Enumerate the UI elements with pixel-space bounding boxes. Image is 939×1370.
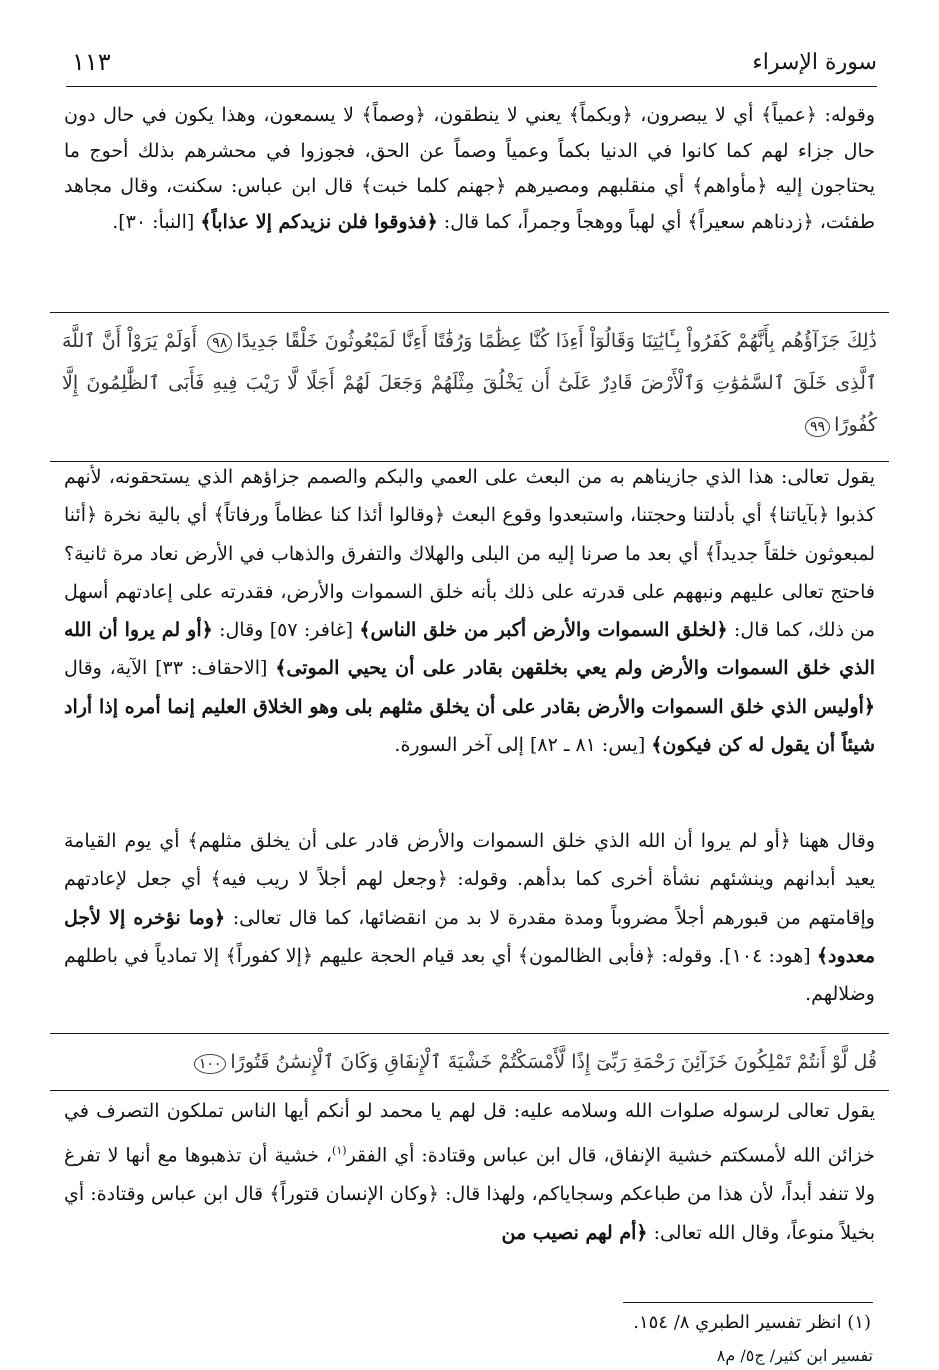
footnote-marker: (١) <box>332 1144 347 1157</box>
paragraph-3 <box>64 822 875 1013</box>
paragraph-2-verse-b: ﴿أو لم يروا أن الله الذي خلق السموات والأرض ولم يعي بخلقهن بقادر على أن يحيي الموتى﴾ <box>64 619 875 680</box>
paragraph-1-text: وقوله: ﴿عمياً﴾ أي لا يبصرون، ﴿وبكماً﴾ يعني لا ينطقون، ﴿وصماً﴾ لا يسمعون، وهذا يكون في حال دون حال جزاء لهم كما كانوا في الدنيا بكماً وعمياً وصماً عن الحق، فجوزوا في محشرهم بذلك أحوج ما يحتاجون إليه ﴿مأواهم﴾ أي منقلبهم ومصيرهم ﴿جهنم كلما خبت﴾ قال ابن عباس: سكنت، وقال مجاهد طفئت، ﴿زدناهم سعيراً﴾ أي لهباً ووهجاً وجمراً، كما قال: <box>64 104 875 233</box>
page-number: ١١٣ <box>72 48 111 76</box>
paragraph-4 <box>64 1092 875 1253</box>
paragraph-3-verse: ﴿وما نؤخره إلا لأجل معدود﴾ <box>64 906 875 967</box>
paragraph-4-verse: ﴿أم لهم نصيب من <box>501 1222 648 1245</box>
paragraph-2-text-a: يقول تعالى: هذا الذي جازيناهم به من البعث على العمي والبكم والصمم جزاؤهم الذي يستحقونه، لأنهم كذبوا ﴿بآياتنا﴾ أي بأدلتنا وحجتنا، واستبعدوا وقوع البعث ﴿وقالوا أئذا كنا عظاماً ورفاتاً﴾ أي بالية نخرة ﴿أئنا لمبعوثون خلقاً جديداً﴾ أي بعد ما صرنا إليه من البلى والهلاك والتفرق والذهاب في الأرض نعاد مرة ثانية؟ فاحتج تعالى عليهم ونبههم على قدرته على ذلك بأنه خلق السموات والأرض، فقدرته على إعادتهم أسهل من ذلك، كما قال: <box>64 466 875 642</box>
paragraph-2-text-g: [يس: ٨١ ـ ٨٢] إلى آخر السورة. <box>394 734 646 757</box>
quran-verse-99: أَوَلَمْ يَرَوْاْ أَنَّ ٱللَّهَ ٱلَّذِى خَلَقَ ٱلسَّمَٰوَٰتِ وَٱلْأَرْضَ قَادِرٌ عَلَىٰٓ أَن يَخْلُقَ مِثْلَهُمْ وَجَعَلَ لَهُمْ أَجَلًا لَّا رَيْبَ فِيهِ فَأَبَى ٱلظَّٰلِمُونَ إِلَّا كُفُورًا <box>62 330 877 436</box>
ayah-marker-100: ١٠٠ <box>194 1054 227 1074</box>
sura-title: سورة الإسراء <box>752 50 877 75</box>
footnote: (١) انظر تفسير الطبري ٨/ ١٥٤. <box>633 1312 871 1333</box>
paragraph-3-text-a: وقال ههنا ﴿أو لم يروا أن الله الذي خلق السموات والأرض قادر على أن يخلق مثلهم﴾ أي يوم القيامة يعيد أبدانهم وينشئهم نشأة أخرى كما بدأهم. وقوله: ﴿وجعل لهم أجلاً لا ريب فيه﴾ أي جعل لإعادتهم وإقامتهم من قبورهم أجلاً مضروباً ومدة مقدرة لا بد من انقضائها، كما قال تعالى: <box>64 830 875 929</box>
paragraph-2-verse-a: ﴿لخلق السموات والأرض أكبر من خلق الناس﴾ <box>359 619 728 642</box>
quran-verse-box-1 <box>50 312 889 462</box>
ayah-marker-98: ٩٨ <box>207 333 232 353</box>
page-header <box>66 46 877 87</box>
paragraph-2-verse-c: ﴿أوليس الذي خلق السموات والأرض بقادر على أن يخلق مثلهم بلى وهو الخلاق العليم إنما أمره إذا أراد شيئاً أن يقول له كن فيكون﴾ <box>64 695 875 757</box>
paragraph-4-text-a: يقول تعالى لرسوله صلوات الله وسلامه عليه: قل لهم يا محمد لو أنكم أيها الناس تملكون التصرف في خزائن الله لأمسكتم خشية الإنفاق، قال ابن عباس وقتادة: أي الفقر <box>64 1100 876 1167</box>
paragraph-1 <box>64 98 875 240</box>
paragraph-2 <box>64 458 875 764</box>
paragraph-2-text-e: [الاحقاف: ٣٣] الآية، وقال <box>64 657 268 680</box>
printer-signature: تفسير ابن كثير/ ج٥/ م٨ <box>716 1346 873 1365</box>
paragraph-3-text-c: [هود: ١٠٤]. وقوله: ﴿فأبى الظالمون﴾ أي بعد قيام الحجة عليهم ﴿إلا كفوراً﴾ إلا تمادياً في باطلهم وضلالهم. <box>64 944 875 1006</box>
quran-verse-98: ذَٰلِكَ جَزَآؤُهُم بِأَنَّهُمْ كَفَرُواْ بِـَٔايَٰتِنَا وَقَالُوٓاْ أَءِذَا كُنَّا عِظَٰمًا وَرُفَٰتًا أَءِنَّا لَمَبْعُوثُونَ خَلْقًا جَدِيدًا <box>236 330 877 352</box>
paragraph-1-reference: [النبأ: ٣٠]. <box>112 210 195 233</box>
quran-verse-100: قُل لَّوْ أَنتُمْ تَمْلِكُونَ خَزَآئِنَ رَحْمَةِ رَبِّىٓ إِذًا لَّأَمْسَكْتُمْ خَشْيَةَ ٱلْإِنفَاقِ وَكَانَ ٱلْإِنسَٰنُ قَتُورًا <box>230 1051 877 1073</box>
quran-verse-box-2 <box>50 1033 889 1091</box>
paragraph-1-verse: ﴿فذوقوا فلن نزيدكم إلا عذاباً﴾ <box>200 210 438 233</box>
paragraph-2-text-c: [غافر: ٥٧] وقال: <box>219 619 354 642</box>
paragraph-4-text-b: ، خشية أن تذهبوها مع أنها لا تفرغ ولا تنفد أبداً، لأن هذا من طباعكم وسجاياكم، ولهذا قال: ﴿وكان الإنسان قتوراً﴾ قال ابن عباس وقتادة: أي بخيلاً منوعاً، وقال الله تعالى: <box>64 1144 875 1245</box>
ayah-marker-99: ٩٩ <box>805 417 830 437</box>
footnote-divider <box>623 1302 873 1303</box>
